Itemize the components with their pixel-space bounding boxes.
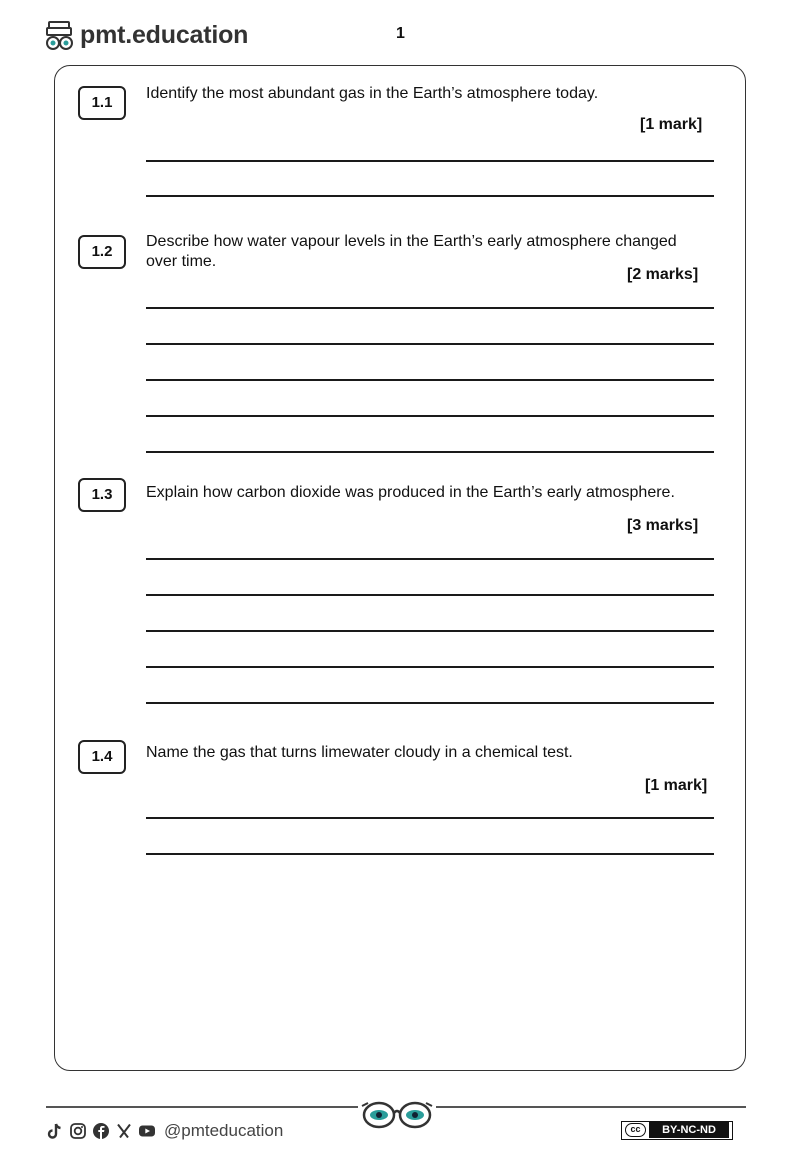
cc-icon: cc (625, 1123, 646, 1137)
glasses-icon (358, 1098, 436, 1132)
answer-line[interactable] (146, 195, 714, 197)
marks-label: [1 mark] (645, 777, 708, 794)
answer-line[interactable] (146, 379, 714, 381)
answer-line[interactable] (146, 666, 714, 668)
answer-line[interactable] (146, 160, 714, 162)
answer-line[interactable] (146, 594, 714, 596)
answer-line[interactable] (146, 451, 714, 453)
question-number-badge: 1.3 (78, 478, 126, 512)
youtube-icon[interactable] (138, 1122, 156, 1140)
answer-line[interactable] (146, 853, 714, 855)
answer-line[interactable] (146, 702, 714, 704)
x-icon[interactable] (115, 1122, 133, 1140)
marks-label: [3 marks] (627, 517, 699, 534)
answer-line[interactable] (146, 630, 714, 632)
question-frame (54, 65, 746, 1071)
question-number-badge: 1.1 (78, 86, 126, 120)
answer-line[interactable] (146, 307, 714, 309)
answer-line[interactable] (146, 817, 714, 819)
facebook-icon[interactable] (92, 1122, 110, 1140)
marks-label: [1 mark] (640, 116, 703, 133)
instagram-icon[interactable] (69, 1122, 87, 1140)
tiktok-icon[interactable] (46, 1122, 64, 1140)
social-links (46, 1120, 283, 1142)
question-text: Explain how carbon dioxide was produced in the Earth’s early atmosphere. (146, 484, 675, 501)
question-text: Name the gas that turns limewater cloudy in a chemical test. (146, 744, 573, 761)
social-handle[interactable]: @pmteducation (164, 1121, 284, 1140)
question-number-badge: 1.4 (78, 740, 126, 774)
logo-text: pmt.education (80, 21, 249, 49)
question-text: Describe how water vapour levels in the Earth’s early atmosphere changed over time. (146, 233, 677, 270)
question-text: Identify the most abundant gas in the Earth’s atmosphere today. (146, 85, 599, 102)
answer-line[interactable] (146, 558, 714, 560)
answer-line[interactable] (146, 415, 714, 417)
license-text: BY-NC-ND (649, 1122, 729, 1138)
license-badge (621, 1121, 733, 1140)
question-number-badge: 1.2 (78, 235, 126, 269)
marks-label: [2 marks] (627, 266, 699, 283)
logo-icon (44, 20, 76, 54)
page-number: 1 (396, 25, 405, 42)
answer-line[interactable] (146, 343, 714, 345)
